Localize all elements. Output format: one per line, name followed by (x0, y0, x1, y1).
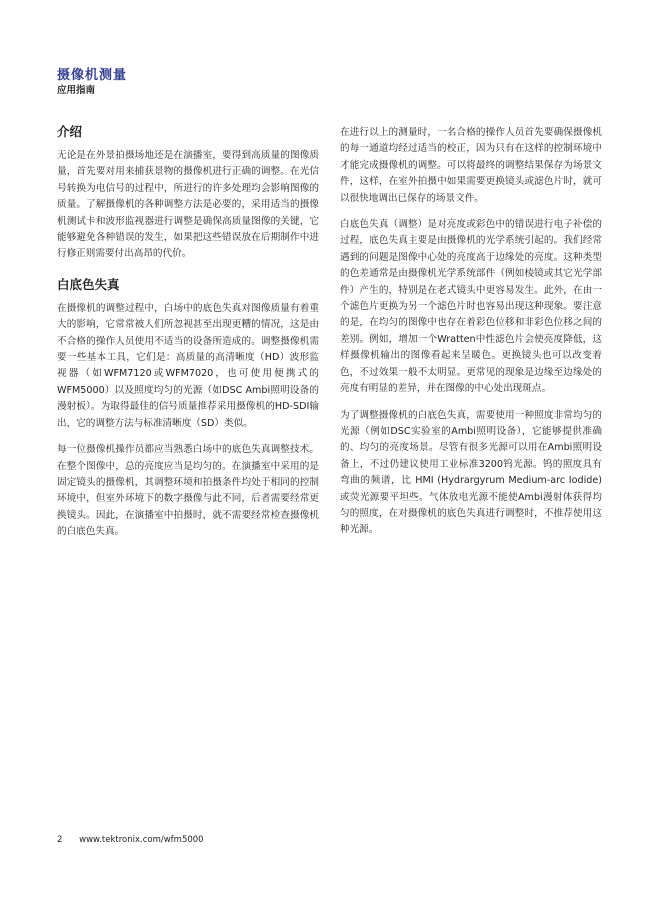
page-number: 2 (57, 835, 63, 845)
paragraph: 在摄像机的调整过程中，白场中的底色失真对图像质量有着重大的影响，它常常被人们所忽视甚至出现更糟的情况，这是由不合格的操作人员使用不适当的设备所造成的。调整摄像机需要一些基本工具，它们是：高质量的高清晰度（HD）波形监视器（如WFM7120或WFM7020，也可使用便携式的WFM5000）以及照度均匀的光源（如DSC Ambi照明设备的漫射板）。为取得最佳的信号质量推荐采用摄像机的HD-SDI输出，它的调整方法与标准清晰度（SD）类似。 (57, 302, 319, 429)
paragraph: 在进行以上的测量时，一名合格的操作人员首先要确保摄像机的每一通道均经过适当的校正，因为只有在这样的控制环境中才能完成摄像机的调整。可以将最终的调整结果保存为场景文件，这样，在室外拍摄中如果需要更换镜头或滤色片时，就可以很快地调出已保存的场景文件。 (340, 127, 602, 204)
document-subtitle: 应用指南 (57, 85, 96, 96)
section-heading-white-shading: 白底色失真 (57, 276, 120, 292)
paragraph: 每一位摄像机操作员都应当熟悉白场中的底色失真调整技术。在整个图像中，总的亮度应当是均匀的。在演播室中采用的是固定镜头的摄像机，其调整环境和拍摄条件均处于相同的控制环境中，但室外环境下的数字摄像与此不同，后者需要经常更换镜头。因此，在演播室中拍摄时，就不需要经常检查摄像机的白底色失真。 (57, 444, 319, 538)
right-column (340, 125, 602, 549)
paragraph: 为了调整摄像机的白底色失真，需要使用一种照度非常均匀的光源（例如DSC实验室的Ambi照明设备），它能够提供准确的、均匀的亮度场景。尽管有很多光源可以用在Ambi照明设备上，不过仍建议使用工业标准3200钨光源。钨的照度具有弯曲的频谱，比 HMI (Hydrargyrum Medium-arc Iodide)或荧光源要平坦些。气体放电光源不能使Ambi漫射体获得均匀的照度，在对摄像机的底色失真进行调整时，不推荐使用这种光源。 (340, 409, 602, 536)
section-heading-introduction: 介绍 (57, 124, 83, 139)
paragraph: 白底色失真（调整）是对亮度或彩色中的错误进行电子补偿的过程，底色失真主要是由摄像机的光学系统引起的。我们经常遇到的问题是图像中心处的亮度高于边缘处的亮度。这种类型的色差通常是由摄像机光学系统部件（例如棱镜或其它光学部件）产生的，特别是在老式镜头中更容易发生。此外，在由一个滤色片更换为另一个滤色片时也容易出现这种现象。要注意的是，在均匀的图像中也存在着彩色位移和非彩色位移之间的差别。例如，增加一个Wratten中性滤色片会使亮度降低，这样摄像机输出的图像看起来呈暖色。更换镜头也可以改变着色，不过效果一般不太明显。更常见的现象是边缘至边缘处的亮度有明显的差异，并在图像的中心处出现斑点。 (340, 219, 602, 395)
paragraph: 无论是在外景拍摄场地还是在演播室，要得到高质量的图像质量，首先要对用来捕获景物的摄像机进行正确的调整。在光信号转换为电信号的过程中，所进行的许多处理均会影响图像的质量。了解摄像机的各种调整方法是必要的，采用适当的摄像机测试卡和波形监视器进行调整是确保高质量图像的关键，它能够避免各种错误的发生，如果把这些错误放在后期制作中进行修正则需要付出高昂的代价。 (57, 150, 319, 260)
footer-url[interactable]: www.tektronix.com/wfm5000 (79, 835, 204, 845)
left-column (57, 124, 319, 551)
page-footer (57, 835, 204, 845)
document-title: 摄像机测量 (57, 68, 128, 83)
